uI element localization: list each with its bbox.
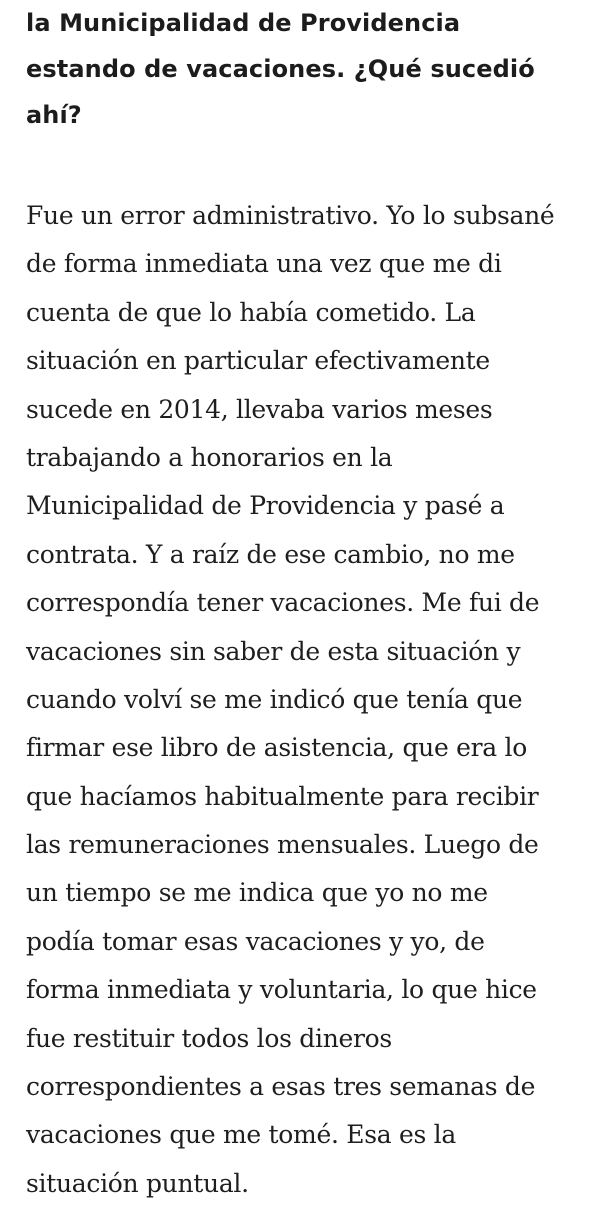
answer-line: las remuneraciones mensuales. Luego de [26, 830, 539, 860]
answer-line: podía tomar esas vacaciones y yo, de [26, 926, 485, 956]
interview-answer [26, 192, 606, 1208]
answer-line: correspondientes a esas tres semanas de [26, 1072, 536, 1102]
answer-line: que hacíamos habitualmente para recibir [26, 781, 539, 811]
answer-line: forma inmediata y voluntaria, lo que hice [26, 975, 537, 1005]
answer-line: correspondía tener vacaciones. Me fui de [26, 588, 540, 618]
question-line: la Municipalidad de Providencia [26, 9, 461, 37]
answer-line: cuando volví se me indicó que tenía que [26, 684, 523, 714]
question-line: estando de vacaciones. ¿Qué sucedió [26, 55, 535, 83]
answer-line: situación en particular efectivamente [26, 346, 490, 376]
answer-line: sucede en 2014, llevaba varios meses [26, 394, 493, 424]
answer-line: de forma inmediata una vez que me di [26, 249, 502, 279]
answer-line: firmar ese libro de asistencia, que era lo [26, 733, 527, 763]
answer-line: vacaciones que me tomé. Esa es la [26, 1120, 456, 1150]
answer-line: un tiempo se me indica que yo no me [26, 878, 488, 908]
answer-line: trabajando a honorarios en la [26, 442, 393, 472]
answer-line: Municipalidad de Providencia y pasé a [26, 491, 505, 521]
answer-line: fue restituir todos los dineros [26, 1023, 392, 1053]
answer-line: situación puntual. [26, 1168, 249, 1198]
answer-line: contrata. Y a raíz de ese cambio, no me [26, 539, 515, 569]
answer-line: Fue un error administrativo. Yo lo subsané [26, 201, 555, 230]
answer-line: vacaciones sin saber de esta situación y [26, 636, 521, 666]
interview-question [26, 0, 586, 138]
answer-line: cuenta de que lo había cometido. La [26, 297, 476, 327]
question-line: ahí? [26, 101, 82, 129]
